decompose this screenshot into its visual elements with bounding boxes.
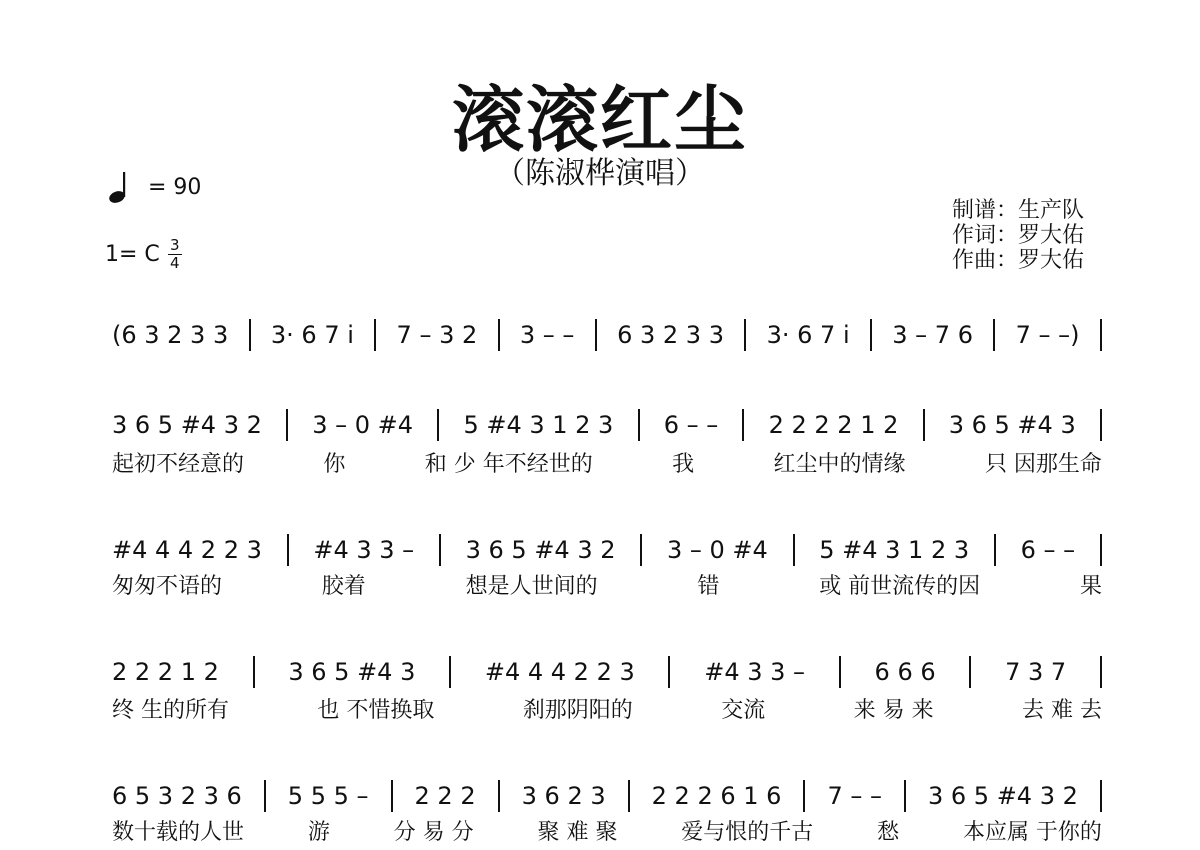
lyric: 只 因那生命 (984, 451, 1102, 477)
barline (1100, 409, 1102, 441)
measure: 7 – 3 2 (396, 321, 478, 349)
measure: 7 – – (827, 782, 882, 810)
music-system-5 (112, 776, 1102, 816)
measure: 6 – – (663, 411, 719, 439)
measure: 3 6 2 3 (521, 782, 606, 810)
barline (904, 780, 906, 812)
song-subtitle: （陈淑桦演唱） (495, 156, 705, 191)
music-system-4 (112, 652, 1102, 692)
measure: 5 #4 3 1 2 3 (819, 536, 970, 564)
barline (628, 780, 630, 812)
barline (595, 319, 597, 351)
key-signature (105, 238, 182, 271)
time-top: 3 (170, 236, 180, 254)
measure: 3 6 5 #4 3 2 (928, 782, 1078, 810)
barline (870, 319, 872, 351)
barline (374, 319, 376, 351)
lyric: 起初不经意的 (112, 451, 245, 477)
lyric: 你 (323, 451, 346, 477)
lyric: 和 少 年不经世的 (424, 451, 593, 477)
lyric: 来 易 来 (853, 697, 934, 723)
barline (839, 656, 841, 688)
measure: 3 – 7 6 (892, 321, 973, 349)
lyric-line-5 (112, 814, 1102, 846)
barline (264, 780, 266, 812)
barline (793, 534, 795, 566)
measure: #4 3 3 – (704, 658, 806, 686)
measure: 3· 6 7 i (766, 321, 850, 349)
barline (249, 319, 251, 351)
measure: 3· 6 7 i (270, 321, 354, 349)
measure: 3 – 0 #4 (312, 411, 414, 439)
lyric: 刹那阴阳的 (522, 697, 633, 723)
barline (498, 319, 500, 351)
measure: #4 3 3 – (313, 536, 415, 564)
lyric: 也 不惜换取 (317, 697, 435, 723)
credits (952, 198, 1084, 273)
barline (439, 534, 441, 566)
lyric: 想是人世间的 (465, 573, 598, 599)
barline (744, 319, 746, 351)
tempo-value: = 90 (148, 174, 202, 200)
barline (993, 319, 995, 351)
measure: 3 6 5 #4 3 (288, 658, 416, 686)
barline (1100, 780, 1102, 812)
lyric: 数十载的人世 (112, 819, 245, 845)
lyric-line-3 (112, 568, 1102, 600)
music-system-1 (112, 315, 1102, 355)
lyric: 去 难 去 (1021, 697, 1102, 723)
measure: (6 3 2 3 3 (112, 321, 229, 349)
lyric: 红尘中的情缘 (773, 451, 906, 477)
lyric: 终 生的所有 (112, 697, 229, 723)
barline (803, 780, 805, 812)
barline (286, 409, 288, 441)
lyric: 游 (307, 819, 330, 845)
measure: #4 4 4 2 2 3 (484, 658, 635, 686)
measure: 6 6 6 (874, 658, 936, 686)
barline (287, 534, 289, 566)
measure: 2 2 2 1 2 (112, 658, 219, 686)
barline (742, 409, 744, 441)
measure: 6 3 2 3 3 (617, 321, 724, 349)
barline (253, 656, 255, 688)
lyric: 错 (697, 573, 720, 599)
measure: 3 – 0 #4 (666, 536, 768, 564)
measure: 3 6 5 #4 3 (948, 411, 1076, 439)
music-system-3 (112, 530, 1102, 570)
barline (923, 409, 925, 441)
measure: 3 6 5 #4 3 2 (112, 411, 262, 439)
lyric: 爱与恨的千古 (681, 819, 814, 845)
measure: #4 4 4 2 2 3 (112, 536, 262, 564)
quarter-note-icon (108, 170, 134, 204)
lyric-line-2 (112, 446, 1102, 478)
measure: 7 3 7 (1005, 658, 1067, 686)
lyric: 或 前世流传的因 (819, 573, 981, 599)
lyric-line-4 (112, 692, 1102, 724)
credit-composer: 作曲：罗大佑 (952, 248, 1085, 273)
barline (449, 656, 451, 688)
lyric: 交流 (721, 697, 766, 723)
measure: 2 2 2 2 1 2 (768, 411, 899, 439)
measure: 6 – – (1020, 536, 1076, 564)
music-system-2 (112, 405, 1102, 445)
barline (498, 780, 500, 812)
key-label: 1= C (105, 242, 160, 267)
lyric: 胶着 (321, 573, 366, 599)
lyric: 果 (1079, 573, 1102, 599)
lyric: 愁 (877, 819, 900, 845)
measure: 3 – – (519, 321, 575, 349)
barline (994, 534, 996, 566)
tempo-marking (108, 170, 201, 204)
credit-lyricist: 作词：罗大佑 (952, 223, 1085, 248)
lyric: 聚 难 聚 (537, 819, 618, 845)
barline (1100, 319, 1102, 351)
credit-score: 制谱：生产队 (952, 198, 1085, 223)
measure: 2 2 2 6 1 6 (651, 782, 782, 810)
barline (969, 656, 971, 688)
measure: 2 2 2 (414, 782, 476, 810)
barline (1100, 534, 1102, 566)
barline (391, 780, 393, 812)
barline (1100, 656, 1102, 688)
lyric: 匆匆不语的 (112, 573, 223, 599)
barline (668, 656, 670, 688)
measure: 5 5 5 – (287, 782, 369, 810)
song-title: 滚滚红尘 (451, 78, 748, 162)
measure: 3 6 5 #4 3 2 (465, 536, 616, 564)
barline (638, 409, 640, 441)
lyric: 我 (672, 451, 695, 477)
time-bottom: 4 (170, 254, 180, 272)
time-signature (168, 238, 182, 271)
lyric: 本应属 于你的 (962, 819, 1102, 845)
measure: 7 – –) (1015, 321, 1080, 349)
barline (640, 534, 642, 566)
measure: 6 5 3 2 3 6 (112, 782, 242, 810)
lyric: 分 易 分 (393, 819, 474, 845)
barline (437, 409, 439, 441)
measure: 5 #4 3 1 2 3 (463, 411, 614, 439)
